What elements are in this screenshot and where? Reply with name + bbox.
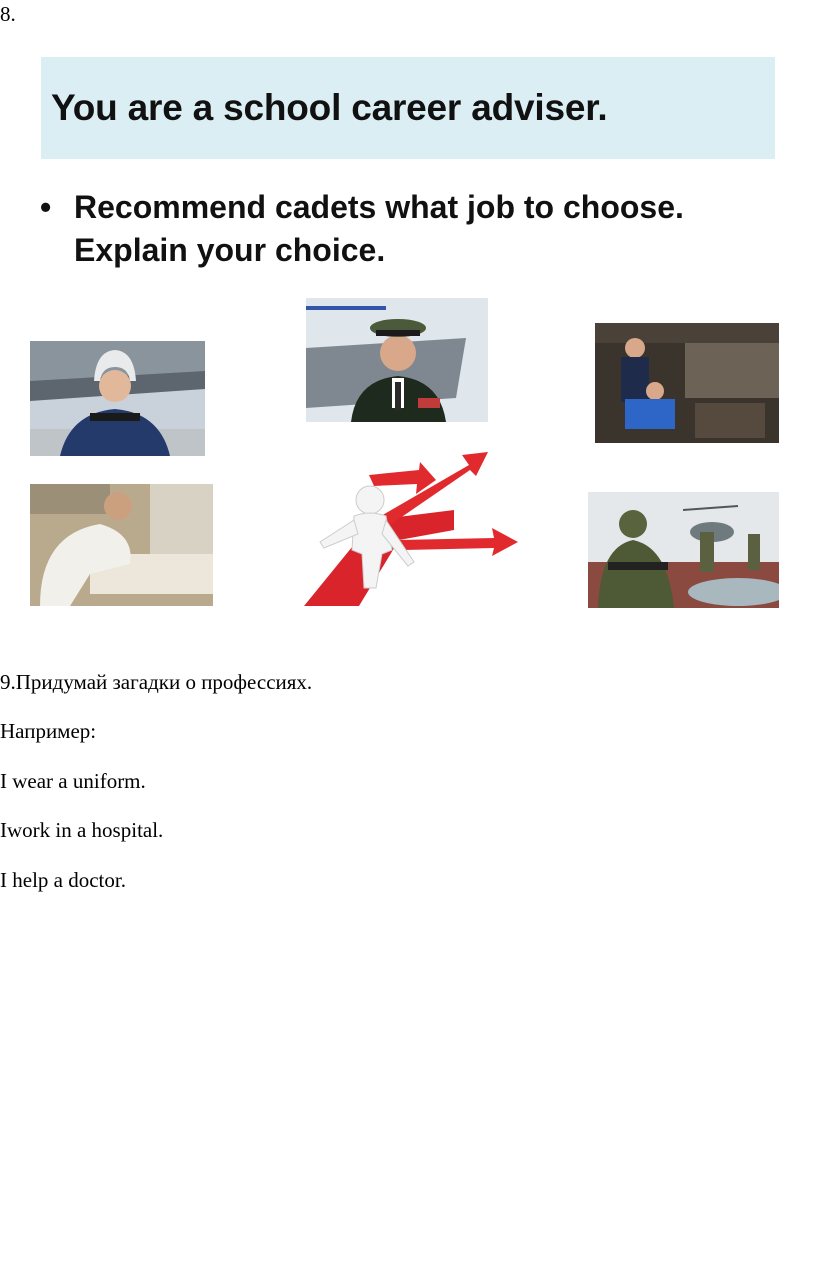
example-label: Например: [0,719,97,743]
bullet-dot-icon: • [40,189,52,225]
example-line-1: I wear a uniform. [0,769,146,793]
example-line-3: I help a doctor. [0,868,126,892]
example-line-2: Iwork in a hospital. [0,818,164,842]
bullet-text: Recommend cadets what job to choose. Explain your choice. [74,189,684,268]
banner-title: You are a school career adviser. [51,87,608,128]
engine-room-photo [595,323,779,443]
naval-officer-photo [306,298,488,422]
task-8-number: 8. [0,2,16,26]
marines-photo [588,492,779,608]
banner [41,57,775,159]
navigator-photo [30,484,213,606]
career-choice-arrows-image [304,450,522,606]
pilot-photo [30,341,205,456]
task-9-heading: 9.Придумай загадки о профессиях. [0,670,313,694]
